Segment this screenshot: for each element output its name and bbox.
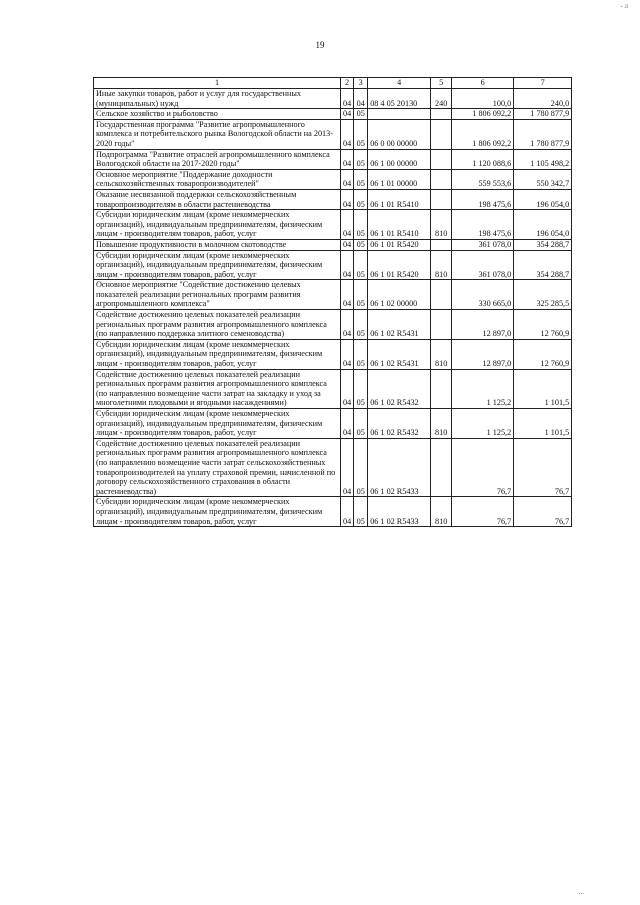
section-code-cell: 04: [341, 250, 354, 280]
item-name-cell: Субсидии юридическим лицам (кроме некоммерческих организаций), индивидуальным предпринимателям, физическим лицам - производителям товаров, работ, услуг: [94, 250, 341, 280]
amount-year2-cell: 1 780 877,9: [514, 109, 572, 120]
subsection-code-cell: 05: [354, 189, 368, 209]
column-header: 7: [514, 78, 572, 89]
amount-year2-cell: 240,0: [514, 89, 572, 109]
table-row: [94, 438, 572, 497]
amount-year2-cell: 12 760,9: [514, 310, 572, 340]
amount-year1-cell: 330 665,0: [452, 280, 514, 310]
section-code-cell: 04: [341, 497, 354, 527]
expense-type-cell: [431, 369, 452, 408]
item-name-cell: Основное мероприятие "Поддержание доходности сельскохозяйственных товаропроизводителей": [94, 169, 341, 189]
table-body: [94, 89, 572, 527]
column-header: 1: [94, 78, 341, 89]
item-name-cell: Субсидии юридическим лицам (кроме некоммерческих организаций), индивидуальным предпринимателям, физическим лицам - производителям товаров, работ, услуг: [94, 339, 341, 369]
subsection-code-cell: 05: [354, 339, 368, 369]
budget-table: [93, 77, 572, 527]
expense-type-cell: [431, 119, 452, 149]
section-code-cell: 04: [341, 210, 354, 240]
expense-type-cell: [431, 310, 452, 340]
target-article-cell: 06 1 02 00000: [368, 280, 431, 310]
column-header: 2: [341, 78, 354, 89]
item-name-cell: Сельское хозяйство и рыболовство: [94, 109, 341, 120]
table-row: [94, 250, 572, 280]
expense-type-cell: 810: [431, 339, 452, 369]
subsection-code-cell: 05: [354, 169, 368, 189]
amount-year2-cell: 1 101,5: [514, 369, 572, 408]
expense-type-cell: [431, 109, 452, 120]
item-name-cell: Содействие достижению целевых показателей реализации региональных программ развития агропромышленного комплекса (по направлению возмещение части затрат сельскохозяйственных товаропроизводителей на уплату страховой премии, начисленной по договору сельскохозяйственного страхования в области растениеводства): [94, 438, 341, 497]
amount-year2-cell: 550 342,7: [514, 169, 572, 189]
target-article-cell: 06 1 02 R5432: [368, 409, 431, 439]
amount-year2-cell: 1 105 498,2: [514, 149, 572, 169]
amount-year2-cell: 1 101,5: [514, 409, 572, 439]
item-name-cell: Содействие достижению целевых показателей реализации региональных программ развития агропромышленного комплекса (по направлению поддержка элитного семеноводства): [94, 310, 341, 340]
section-code-cell: 04: [341, 169, 354, 189]
expense-type-cell: 240: [431, 89, 452, 109]
expense-type-cell: [431, 189, 452, 209]
subsection-code-cell: 05: [354, 210, 368, 240]
expense-type-cell: [431, 239, 452, 250]
section-code-cell: 04: [341, 409, 354, 439]
amount-year1-cell: 1 120 088,6: [452, 149, 514, 169]
bottom-mark: ...: [578, 888, 584, 896]
subsection-code-cell: 05: [354, 149, 368, 169]
amount-year1-cell: 198 475,6: [452, 210, 514, 240]
amount-year2-cell: 325 285,5: [514, 280, 572, 310]
table-row: [94, 89, 572, 109]
expense-type-cell: [431, 149, 452, 169]
expense-type-cell: [431, 280, 452, 310]
target-article-cell: 06 1 01 R5420: [368, 250, 431, 280]
table-row: [94, 210, 572, 240]
target-article-cell: 06 0 00 00000: [368, 119, 431, 149]
expense-type-cell: 810: [431, 210, 452, 240]
item-name-cell: Иные закупки товаров, работ и услуг для государственных (муниципальных) нужд: [94, 89, 341, 109]
expense-type-cell: [431, 169, 452, 189]
section-code-cell: 04: [341, 239, 354, 250]
amount-year1-cell: 100,0: [452, 89, 514, 109]
table-row: [94, 339, 572, 369]
amount-year2-cell: 76,7: [514, 497, 572, 527]
amount-year1-cell: 76,7: [452, 438, 514, 497]
amount-year1-cell: 361 078,0: [452, 239, 514, 250]
subsection-code-cell: 05: [354, 438, 368, 497]
target-article-cell: 06 1 01 R5420: [368, 239, 431, 250]
target-article-cell: 06 1 02 R5433: [368, 438, 431, 497]
section-code-cell: 04: [341, 369, 354, 408]
column-header: 6: [452, 78, 514, 89]
target-article-cell: 06 1 01 00000: [368, 169, 431, 189]
amount-year1-cell: 198 475,6: [452, 189, 514, 209]
amount-year1-cell: 1 125,2: [452, 409, 514, 439]
subsection-code-cell: 05: [354, 250, 368, 280]
table-row: [94, 239, 572, 250]
amount-year2-cell: 76,7: [514, 438, 572, 497]
table-row: [94, 169, 572, 189]
item-name-cell: Оказание несвязанной поддержки сельскохозяйственным товаропроизводителям в области растениеводства: [94, 189, 341, 209]
amount-year1-cell: 1 806 092,2: [452, 109, 514, 120]
subsection-code-cell: 05: [354, 369, 368, 408]
item-name-cell: Субсидии юридическим лицам (кроме некоммерческих организаций), индивидуальным предпринимателям, физическим лицам - производителям товаров, работ, услуг: [94, 409, 341, 439]
amount-year1-cell: 12 897,0: [452, 339, 514, 369]
subsection-code-cell: 05: [354, 239, 368, 250]
subsection-code-cell: 05: [354, 109, 368, 120]
subsection-code-cell: 05: [354, 310, 368, 340]
column-header: 3: [354, 78, 368, 89]
table-row: [94, 369, 572, 408]
item-name-cell: Государственная программа "Развитие агропромышленного комплекса и потребительского рынка Вологодской области на 2013-2020 годы": [94, 119, 341, 149]
subsection-code-cell: 05: [354, 409, 368, 439]
section-code-cell: 04: [341, 310, 354, 340]
section-code-cell: 04: [341, 119, 354, 149]
expense-type-cell: 810: [431, 497, 452, 527]
amount-year1-cell: 1 125,2: [452, 369, 514, 408]
expense-type-cell: 810: [431, 409, 452, 439]
section-code-cell: 04: [341, 438, 354, 497]
column-header: 4: [368, 78, 431, 89]
table-row: [94, 119, 572, 149]
table-row: [94, 280, 572, 310]
section-code-cell: 04: [341, 149, 354, 169]
amount-year2-cell: 354 288,7: [514, 250, 572, 280]
subsection-code-cell: 05: [354, 497, 368, 527]
amount-year1-cell: 1 806 092,2: [452, 119, 514, 149]
page-number: 19: [315, 40, 325, 50]
expense-type-cell: [431, 438, 452, 497]
amount-year1-cell: 361 078,0: [452, 250, 514, 280]
target-article-cell: 06 1 02 R5433: [368, 497, 431, 527]
amount-year1-cell: 12 897,0: [452, 310, 514, 340]
target-article-cell: 06 1 02 R5432: [368, 369, 431, 408]
item-name-cell: Основное мероприятие "Содействие достижению целевых показателей реализации региональных программ развития агропромышленного комплекса": [94, 280, 341, 310]
section-code-cell: 04: [341, 339, 354, 369]
header-row: [94, 78, 572, 89]
amount-year1-cell: 76,7: [452, 497, 514, 527]
corner-mark: - л: [620, 2, 628, 10]
table-row: [94, 497, 572, 527]
item-name-cell: Субсидии юридическим лицам (кроме некоммерческих организаций), индивидуальным предпринимателям, физическим лицам - производителям товаров, работ, услуг: [94, 210, 341, 240]
subsection-code-cell: 05: [354, 119, 368, 149]
target-article-cell: 06 1 02 R5431: [368, 310, 431, 340]
amount-year2-cell: 1 780 877,9: [514, 119, 572, 149]
subsection-code-cell: 05: [354, 280, 368, 310]
target-article-cell: 06 1 02 R5431: [368, 339, 431, 369]
target-article-cell: 06 1 00 00000: [368, 149, 431, 169]
item-name-cell: Повышение продуктивности в молочном скотоводстве: [94, 239, 341, 250]
table-row: [94, 149, 572, 169]
target-article-cell: 06 1 01 R5410: [368, 189, 431, 209]
table-row: [94, 189, 572, 209]
section-code-cell: 04: [341, 89, 354, 109]
table-row: [94, 109, 572, 120]
table-row: [94, 409, 572, 439]
target-article-cell: 06 1 01 R5410: [368, 210, 431, 240]
amount-year2-cell: 196 054,0: [514, 189, 572, 209]
expense-type-cell: 810: [431, 250, 452, 280]
section-code-cell: 04: [341, 189, 354, 209]
target-article-cell: 08 4 05 20130: [368, 89, 431, 109]
item-name-cell: Содействие достижению целевых показателей реализации региональных программ развития агропромышленного комплекса (по направлению возмещение части затрат на закладку и уход за многолетними плодовыми и ягодными насаждениями): [94, 369, 341, 408]
subsection-code-cell: 04: [354, 89, 368, 109]
table-row: [94, 310, 572, 340]
amount-year2-cell: 196 054,0: [514, 210, 572, 240]
section-code-cell: 04: [341, 280, 354, 310]
amount-year2-cell: 354 288,7: [514, 239, 572, 250]
amount-year2-cell: 12 760,9: [514, 339, 572, 369]
amount-year1-cell: 559 553,6: [452, 169, 514, 189]
target-article-cell: [368, 109, 431, 120]
section-code-cell: 04: [341, 109, 354, 120]
column-header: 5: [431, 78, 452, 89]
item-name-cell: Субсидии юридическим лицам (кроме некоммерческих организаций), индивидуальным предпринимателям, физическим лицам - производителям товаров, работ, услуг: [94, 497, 341, 527]
item-name-cell: Подпрограмма "Развитие отраслей агропромышленного комплекса Вологодской области на 2017-2020 годы": [94, 149, 341, 169]
